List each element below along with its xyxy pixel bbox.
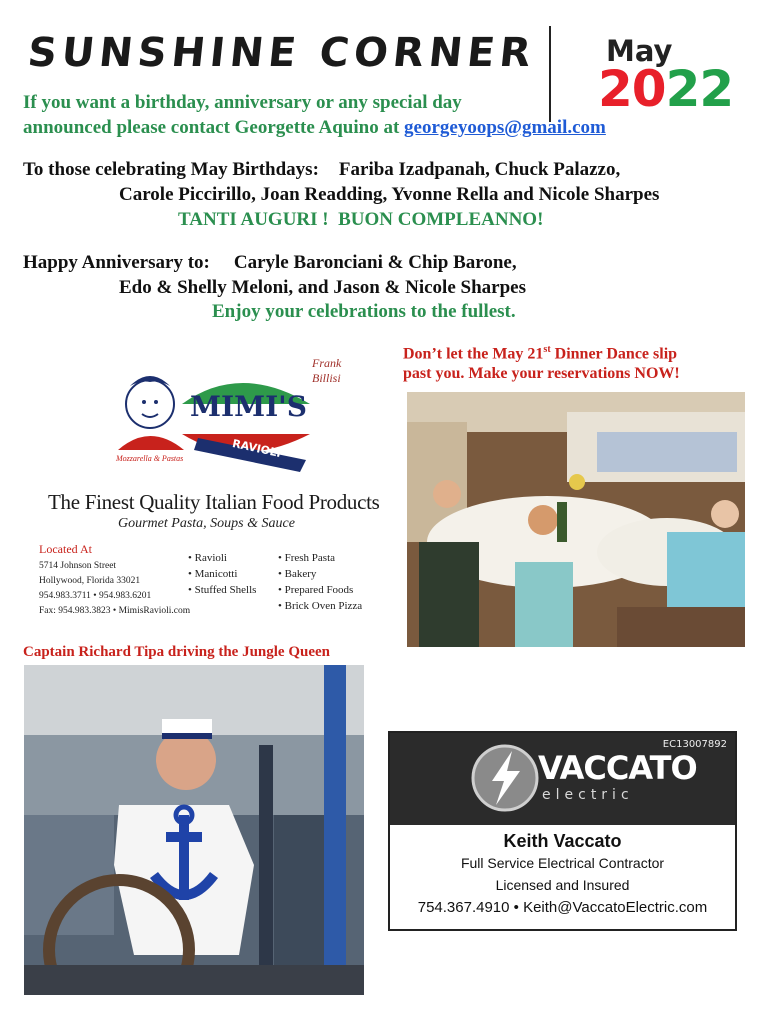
birthday-names-1: Fariba Izadpanah, Chuck Palazzo, bbox=[338, 159, 621, 180]
mimis-logo-icon bbox=[110, 364, 320, 484]
birthday-line-1 bbox=[23, 159, 620, 181]
mimis-products-col2 bbox=[278, 550, 362, 614]
mimis-logo-small: Mozzarella & Pastas bbox=[116, 454, 184, 463]
banquet-photo-image bbox=[407, 392, 745, 647]
mimis-tagline: The Finest Quality Italian Food Products bbox=[48, 490, 380, 514]
address-line: 954.983.3711 • 954.983.6201 bbox=[39, 591, 152, 601]
dinner-sup: st bbox=[543, 344, 551, 355]
mimis-logo-sub: RAVIOLI bbox=[231, 437, 283, 460]
address-line: Fax: 954.983.3823 • MimisRavioli.com bbox=[39, 606, 191, 616]
year-part-red: 20 bbox=[598, 60, 666, 118]
birthday-lead: To those celebrating May Birthdays: bbox=[23, 159, 319, 180]
contact-line-1: If you want a birthday, anniversary or any special day bbox=[23, 92, 462, 113]
contact-line-2 bbox=[23, 117, 606, 139]
jungle-queen-photo bbox=[24, 665, 364, 995]
vaccato-brand-sub: electric bbox=[542, 787, 634, 803]
dinner-dance-line-1 bbox=[403, 344, 677, 363]
contact-text: announced please contact Georgette Aquino at bbox=[23, 117, 400, 138]
dinner-text: Don’t let the May 21 bbox=[403, 345, 544, 363]
vaccato-electric-ad bbox=[388, 731, 737, 931]
captain-caption: Captain Richard Tipa driving the Jungle Queen bbox=[23, 644, 331, 660]
product-item: • Bakery bbox=[278, 568, 317, 580]
product-item: • Fresh Pasta bbox=[278, 552, 336, 564]
dinner-dance-line-2: past you. Make your reservations NOW! bbox=[403, 365, 680, 382]
vaccato-name: Keith Vaccato bbox=[503, 831, 622, 851]
address-line: Hollywood, Florida 33021 bbox=[39, 576, 141, 586]
header-month: May bbox=[606, 34, 673, 68]
anniversary-names-1: Caryle Baronciani & Chip Barone, bbox=[233, 252, 517, 273]
dinner-dance-photo bbox=[407, 392, 745, 647]
product-item: • Ravioli bbox=[188, 552, 227, 564]
vaccato-line-1: Full Service Electrical Contractor bbox=[460, 855, 665, 871]
anniversary-greeting: Enjoy your celebrations to the fullest. bbox=[212, 301, 516, 322]
mimis-ravioli-ad bbox=[22, 350, 380, 630]
product-item: • Stuffed Shells bbox=[188, 584, 257, 596]
vaccato-brand: VACCATO bbox=[538, 749, 697, 787]
address-line: 5714 Johnson Street bbox=[39, 561, 117, 571]
captain-photo-image bbox=[24, 665, 364, 995]
mimis-address bbox=[39, 559, 190, 619]
birthday-greeting: TANTI AUGURI ! BUON COMPLEANNO! bbox=[178, 209, 544, 230]
year-part-green: 22 bbox=[665, 60, 734, 118]
product-item: • Manicotti bbox=[188, 568, 238, 580]
mimis-products-col1 bbox=[188, 550, 256, 598]
header-year bbox=[598, 60, 733, 118]
page-title: SUNSHINE CORNER bbox=[25, 30, 538, 76]
header-divider bbox=[549, 26, 551, 122]
vaccato-line-2: Licensed and Insured bbox=[495, 877, 630, 893]
ad-signature: Frank Billisi bbox=[312, 356, 342, 385]
birthday-names-2: Carole Piccirillo, Joan Readding, Yvonne Rella and Nicole Sharpes bbox=[119, 184, 660, 205]
vaccato-license: EC13007892 bbox=[662, 739, 727, 750]
mimis-located-label: Located At bbox=[39, 542, 92, 556]
anniversary-lead: Happy Anniversary to: bbox=[23, 252, 210, 273]
anniversary-line-1 bbox=[23, 252, 517, 274]
mimis-subtag: Gourmet Pasta, Soups & Sauce bbox=[118, 516, 295, 531]
dinner-text-2: Dinner Dance slip bbox=[550, 345, 678, 363]
product-item: • Prepared Foods bbox=[278, 584, 354, 596]
lightning-bolt-icon bbox=[470, 743, 540, 813]
product-item: • Brick Oven Pizza bbox=[278, 600, 363, 612]
vaccato-contact: 754.367.4910 • Keith@VaccatoElectric.com bbox=[417, 899, 708, 916]
anniversary-names-2: Edo & Shelly Meloni, and Jason & Nicole Sharpes bbox=[119, 277, 526, 298]
mimis-logo-text: MIMI'S bbox=[190, 390, 307, 423]
contact-email-link[interactable]: georgeyoops@gmail.com bbox=[404, 117, 606, 138]
